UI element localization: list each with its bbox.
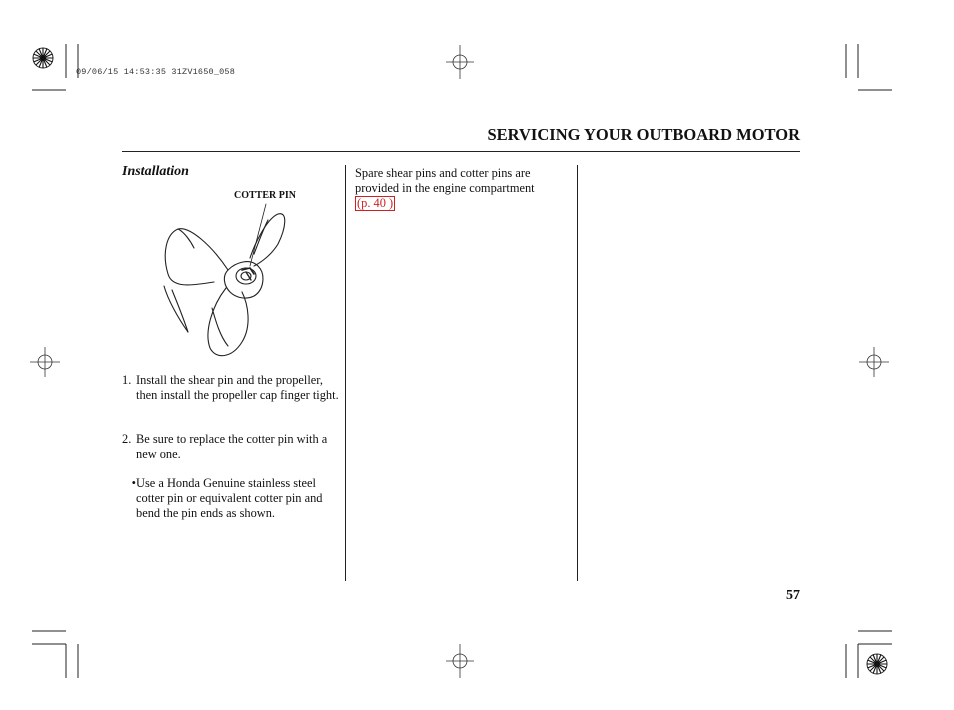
header-rule [122, 151, 800, 152]
note-text: Spare shear pins and cotter pins are provided in the engine compartment [355, 166, 535, 195]
spare-parts-note [355, 166, 570, 211]
page-reference-link[interactable]: (p. 40 ) [357, 196, 394, 210]
registration-starburst-top-left [33, 48, 53, 68]
step-number: 1. [122, 373, 132, 387]
bullet-text: Use a Honda Genuine stainless steel cotter pin or equivalent cotter pin and bend the pin ends as shown. [136, 476, 323, 520]
step-text: Be sure to replace the cotter pin with a new one. [136, 432, 328, 461]
step-text: Install the shear pin and the propeller, then install the propeller cap finger tight. [136, 373, 339, 402]
registration-crosshair-right [859, 347, 889, 377]
section-title: SERVICING YOUR OUTBOARD MOTOR [487, 125, 800, 144]
registration-crosshair-bottom [446, 644, 474, 678]
figure-label-cotter-pin: COTTER PIN [234, 190, 296, 201]
column-divider-2 [577, 165, 578, 581]
step-number: 2. [122, 432, 132, 446]
installation-step-1 [122, 373, 340, 403]
column-divider-1 [345, 165, 346, 581]
installation-step-2 [122, 432, 340, 462]
propeller-cotter-pin-illustration [150, 196, 320, 366]
registration-crosshair-top [446, 45, 474, 79]
registration-crosshair-left [30, 347, 60, 377]
installation-heading: Installation [122, 164, 189, 179]
registration-starburst-bottom-right [867, 654, 887, 674]
bullet-marker: • [131, 476, 136, 490]
installation-bullet [122, 476, 340, 521]
print-timestamp: 09/06/15 14:53:35 31ZV1650_058 [76, 67, 236, 77]
page-number: 57 [786, 588, 800, 603]
